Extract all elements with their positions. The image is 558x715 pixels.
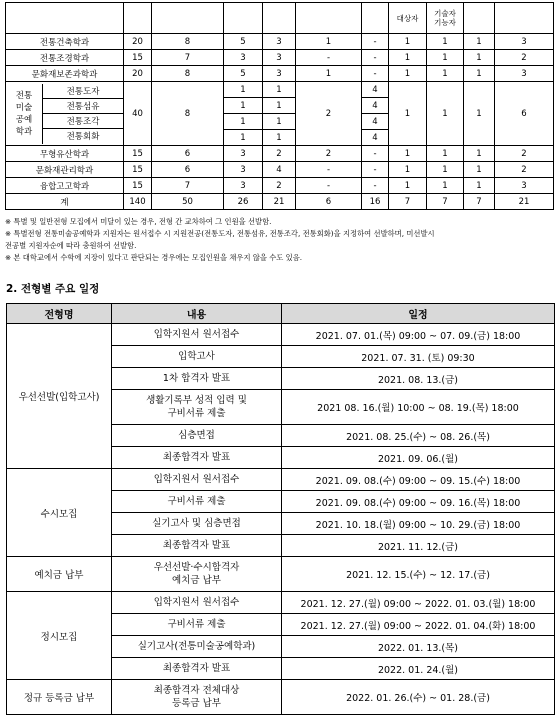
schedule-content: 생활기록부 성적 입력 및 구비서류 제출	[112, 390, 282, 425]
quota-row-craft	[6, 82, 554, 98]
schedule-date: 2021. 12. 15.(수) ~ 12. 17.(금)	[282, 557, 555, 592]
quota-cell: 20	[124, 66, 152, 82]
quota-header-cell	[224, 3, 263, 34]
quota-cell: 3	[263, 66, 296, 82]
quota-cell: 1	[296, 34, 362, 50]
quota-cell: 1	[263, 98, 296, 114]
schedule-date: 2022. 01. 24.(월)	[282, 658, 555, 680]
quota-cell: -	[362, 178, 389, 194]
quota-cell: 15	[124, 146, 152, 162]
schedule-content: 입학지원서 원서접수	[112, 324, 282, 346]
schedule-content: 입학지원서 원서접수	[112, 592, 282, 614]
quota-header-cell: 기술자 기능자	[427, 3, 464, 34]
schedule-content: 1차 합격자 발표	[112, 368, 282, 390]
quota-cell: -	[362, 34, 389, 50]
schedule-date: 2022. 01. 13.(목)	[282, 636, 555, 658]
quota-cell: 1	[224, 98, 263, 114]
quota-row	[6, 34, 554, 50]
quota-cell: -	[362, 146, 389, 162]
craft-sub-name: 전통도자	[43, 84, 123, 99]
schedule-header-type: 전형명	[7, 304, 112, 324]
quota-row	[6, 146, 554, 162]
quota-header-cell	[464, 3, 495, 34]
quota-cell: 1	[427, 162, 464, 178]
schedule-type: 우선선발(입학고사)	[7, 324, 112, 469]
quota-cell: 5	[224, 66, 263, 82]
quota-cell: 1	[389, 82, 427, 146]
quota-cell: 3	[224, 162, 263, 178]
schedule-content: 최종합격자 전체대상 등록금 납부	[112, 680, 282, 715]
schedule-content: 입학고사	[112, 346, 282, 368]
quota-cell: 6	[296, 194, 362, 210]
section-title: 2. 전형별 주요 일정	[6, 283, 100, 295]
quota-cell: 7	[152, 50, 224, 66]
quota-cell: 1	[389, 34, 427, 50]
quota-cell: 1	[464, 66, 495, 82]
quota-cell: 3	[263, 34, 296, 50]
quota-cell: 3	[263, 50, 296, 66]
schedule-date: 2021. 08. 13.(금)	[282, 368, 555, 390]
quota-cell: -	[362, 66, 389, 82]
quota-cell: 1	[427, 82, 464, 146]
schedule-content: 우선선발·수시합격자 예치금 납부	[112, 557, 282, 592]
quota-cell: 1	[263, 130, 296, 146]
quota-cell: 1	[464, 34, 495, 50]
quota-cell: 3	[224, 146, 263, 162]
quota-cell: 7	[427, 194, 464, 210]
quota-cell: 6	[152, 162, 224, 178]
note-3: ※ 본 대학교에서 수학에 지장이 있다고 판단되는 경우에는 모집인원을 채우지 않을 수도 있음.	[5, 253, 303, 262]
quota-cell: 3	[495, 178, 554, 194]
quota-row	[6, 66, 554, 82]
schedule-type: 수시모집	[7, 469, 112, 557]
quota-row	[6, 162, 554, 178]
quota-cell: 3	[495, 66, 554, 82]
quota-cell: 1	[427, 50, 464, 66]
schedule-type: 예치금 납부	[7, 557, 112, 592]
quota-cell: 2	[263, 178, 296, 194]
quota-cell: 1	[263, 82, 296, 98]
schedule-date: 2021. 08. 25.(수) ~ 08. 26.(목)	[282, 425, 555, 447]
quota-cell: 15	[124, 162, 152, 178]
quota-header-row	[6, 3, 554, 34]
quota-row	[6, 194, 554, 210]
quota-cell: -	[296, 178, 362, 194]
quota-cell: 15	[124, 50, 152, 66]
quota-cell: 2	[495, 50, 554, 66]
quota-row	[6, 50, 554, 66]
quota-cell: 1	[427, 146, 464, 162]
schedule-date: 2021. 09. 06.(월)	[282, 447, 555, 469]
quota-header-cell	[263, 3, 296, 34]
quota-cell: 3	[495, 34, 554, 50]
quota-cell: 1	[427, 66, 464, 82]
quota-dept-name: 전통조경학과	[6, 50, 124, 66]
schedule-type: 정규 등록금 납부	[7, 680, 112, 715]
quota-cell: 140	[124, 194, 152, 210]
quota-cell: 8	[152, 66, 224, 82]
quota-cell: 7	[464, 194, 495, 210]
quota-cell: 21	[263, 194, 296, 210]
schedule-date: 2021. 07. 01.(목) 09:00 ~ 07. 09.(금) 18:00	[282, 324, 555, 346]
schedule-date: 2021. 07. 31. (토) 09:30	[282, 346, 555, 368]
quota-header-cell	[124, 3, 152, 34]
note-1: ※ 특별 및 일반전형 모집에서 미달이 있는 경우, 전형 간 교차하여 그 인원을 선발함.	[5, 217, 272, 226]
schedule-row	[7, 324, 555, 346]
schedule-content: 구비서류 제출	[112, 614, 282, 636]
quota-cell: 7	[389, 194, 427, 210]
quota-cell: 1	[464, 82, 495, 146]
quota-header-cell	[362, 3, 389, 34]
quota-cell: 1	[464, 50, 495, 66]
schedule-date: 2021. 11. 12.(금)	[282, 535, 555, 557]
quota-cell: 1	[389, 178, 427, 194]
quota-cell: 2	[495, 162, 554, 178]
quota-header-cell	[296, 3, 362, 34]
quota-cell: 3	[224, 178, 263, 194]
schedule-row	[7, 592, 555, 614]
quota-cell: 50	[152, 194, 224, 210]
schedule-content: 심층면접	[112, 425, 282, 447]
schedule-date: 2022. 01. 26.(수) ~ 01. 28.(금)	[282, 680, 555, 715]
quota-cell: 1	[263, 114, 296, 130]
quota-dept-name: 계	[6, 194, 124, 210]
quota-dept-name: 전통건축학과	[6, 34, 124, 50]
quota-cell: 1	[224, 82, 263, 98]
quota-cell: 2	[263, 146, 296, 162]
schedule-date: 2021. 10. 18.(월) 09:00 ~ 10. 29.(금) 18:00	[282, 513, 555, 535]
quota-cell: 5	[224, 34, 263, 50]
schedule-content: 최종합격자 발표	[112, 535, 282, 557]
quota-cell: 1	[296, 66, 362, 82]
craft-sub-name: 전통섬유	[43, 99, 123, 114]
quota-cell: 2	[296, 82, 362, 146]
quota-cell: 16	[362, 194, 389, 210]
quota-cell: 8	[152, 34, 224, 50]
quota-dept-name: 무형유산학과	[6, 146, 124, 162]
schedule-date: 2021. 12. 27.(월) 09:00 ~ 2022. 01. 03.(월) 18:00	[282, 592, 555, 614]
quota-header-cell	[6, 3, 124, 34]
schedule-content: 최종합격자 발표	[112, 658, 282, 680]
quota-cell: 2	[296, 146, 362, 162]
quota-cell: -	[362, 162, 389, 178]
quota-cell: 1	[389, 146, 427, 162]
schedule-header-date: 일정	[282, 304, 555, 324]
quota-cell: 1	[427, 178, 464, 194]
quota-cell: 15	[124, 178, 152, 194]
quota-cell: 21	[495, 194, 554, 210]
schedule-date: 2021. 09. 08.(수) 09:00 ~ 09. 16.(목) 18:00	[282, 491, 555, 513]
quota-cell: 7	[152, 178, 224, 194]
quota-cell: 6	[495, 82, 554, 146]
quota-cell: 40	[124, 82, 152, 146]
schedule-row	[7, 680, 555, 715]
quota-cell: 1	[224, 114, 263, 130]
quota-header-cell	[152, 3, 224, 34]
note-2-cont: 전공별 지원자순에 따라 충원하여 선발함.	[5, 241, 137, 250]
quota-cell: 1	[464, 178, 495, 194]
quota-cell: 1	[464, 162, 495, 178]
quota-cell: -	[362, 50, 389, 66]
schedule-row	[7, 469, 555, 491]
schedule-content: 실기고사 및 심층면접	[112, 513, 282, 535]
quota-cell: 1	[224, 130, 263, 146]
quota-cell: -	[296, 162, 362, 178]
notes-block	[5, 216, 553, 264]
craft-group-label: 전통 미술 공예 학과	[6, 84, 43, 144]
schedule-content: 구비서류 제출	[112, 491, 282, 513]
schedule-row	[7, 557, 555, 592]
quota-cell: 4	[362, 130, 389, 146]
quota-cell: 1	[389, 162, 427, 178]
quota-cell: 8	[152, 82, 224, 146]
quota-cell: 4	[362, 82, 389, 98]
schedule-date: 2021 08. 16.(월) 10:00 ~ 08. 19.(목) 18:00	[282, 390, 555, 425]
quota-cell: 4	[263, 162, 296, 178]
quota-cell: 6	[152, 146, 224, 162]
quota-header-cell	[495, 3, 554, 34]
quota-cell: 20	[124, 34, 152, 50]
quota-cell: 1	[427, 34, 464, 50]
note-2: ※ 특별전형 전통미술공예학과 지원자는 원서접수 시 지원전공(전통도자, 전통섬유, 전통조각, 전통회화)을 지정하여 선발하며, 미선발시	[5, 229, 435, 238]
quota-cell: 4	[362, 114, 389, 130]
schedule-table	[6, 303, 555, 715]
craft-sub-name: 전통회화	[66, 132, 100, 143]
schedule-date: 2021. 09. 08.(수) 09:00 ~ 09. 15.(수) 18:00	[282, 469, 555, 491]
quota-cell: 2	[495, 146, 554, 162]
schedule-content: 입학지원서 원서접수	[112, 469, 282, 491]
quota-cell: 1	[464, 146, 495, 162]
quota-table	[5, 2, 554, 210]
quota-dept-name: 융합고고학과	[6, 178, 124, 194]
quota-header-cell: 대상자	[389, 3, 427, 34]
quota-dept-name: 문화재관리학과	[6, 162, 124, 178]
quota-cell: 1	[389, 66, 427, 82]
quota-cell: 26	[224, 194, 263, 210]
schedule-content: 실기고사(전통미술공예학과)	[112, 636, 282, 658]
schedule-header-content: 내용	[112, 304, 282, 324]
craft-sub-name: 전통조각	[43, 114, 123, 129]
quota-row	[6, 178, 554, 194]
quota-cell: -	[296, 50, 362, 66]
quota-cell: 1	[389, 50, 427, 66]
schedule-type: 정시모집	[7, 592, 112, 680]
quota-cell: 3	[224, 50, 263, 66]
quota-cell: 4	[362, 98, 389, 114]
quota-dept-name: 문화재보존과학과	[6, 66, 124, 82]
schedule-content: 최종합격자 발표	[112, 447, 282, 469]
craft-group-cell	[6, 82, 124, 146]
schedule-date: 2021. 12. 27.(월) 09:00 ~ 2022. 01. 04.(화) 18:00	[282, 614, 555, 636]
